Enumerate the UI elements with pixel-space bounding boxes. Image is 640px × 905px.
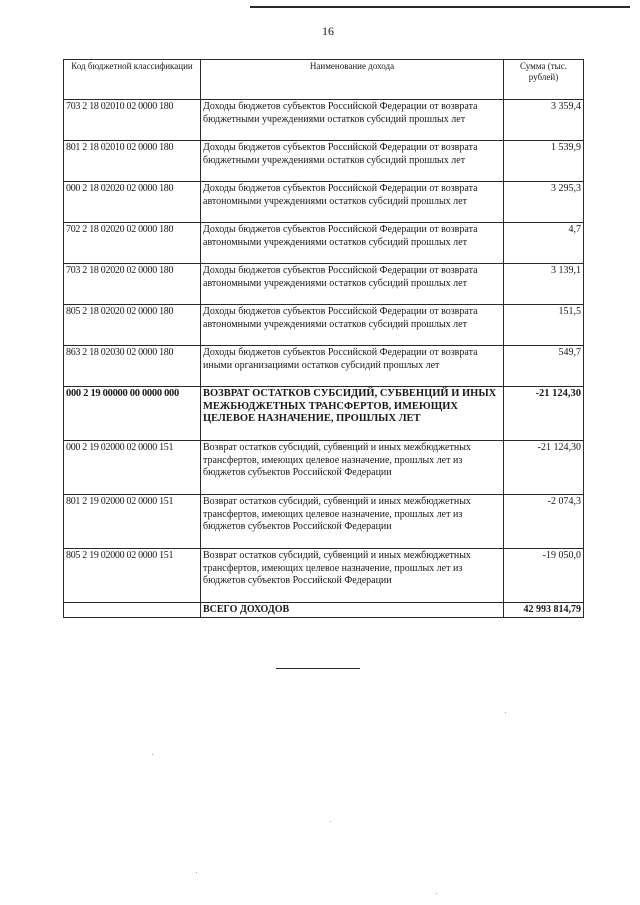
row-sum: 3 295,3 [504, 182, 584, 223]
row-sum: -2 074,3 [504, 495, 584, 549]
row-sum: 3 359,4 [504, 100, 584, 141]
row-name: Доходы бюджетов субъектов Российской Федерации от возврата бюджетными учреждениями остатков субсидий прошлых лет [201, 100, 504, 141]
row-sum: 3 139,1 [504, 264, 584, 305]
row-code: 000 2 18 02020 02 0000 180 [64, 182, 201, 223]
table-row [64, 141, 584, 182]
row-sum: 151,5 [504, 305, 584, 346]
table-row [64, 100, 584, 141]
row-sum: -21 124,30 [504, 441, 584, 495]
row-code: 805 2 19 02000 02 0000 151 [64, 549, 201, 603]
scan-speck [436, 893, 437, 894]
row-name: Доходы бюджетов субъектов Российской Федерации от возврата автономными учреждениями остатков субсидий прошлых лет [201, 182, 504, 223]
header-sum: Сумма (тыс. рублей) [504, 60, 584, 100]
row-name: ВОЗВРАТ ОСТАТКОВ СУБСИДИЙ, СУБВЕНЦИЙ И ИНЫХ МЕЖБЮДЖЕТНЫХ ТРАНСФЕРТОВ, ИМЕЮЩИХ ЦЕЛЕВОЕ НАЗНАЧЕНИЕ, ПРОШЛЫХ ЛЕТ [201, 387, 504, 441]
table-row [64, 495, 584, 549]
row-code: 703 2 18 02010 02 0000 180 [64, 100, 201, 141]
scan-speck [152, 754, 153, 755]
table-header-row [64, 60, 584, 100]
row-name: Доходы бюджетов субъектов Российской Федерации от возврата автономными учреждениями остатков субсидий прошлых лет [201, 305, 504, 346]
scan-speck [196, 872, 197, 873]
row-sum: 549,7 [504, 346, 584, 387]
scan-speck [330, 821, 331, 822]
row-code: 000 2 19 00000 00 0000 000 [64, 387, 201, 441]
header-name: Наименование дохода [201, 60, 504, 100]
row-code: 801 2 19 02000 02 0000 151 [64, 495, 201, 549]
row-code: 805 2 18 02020 02 0000 180 [64, 305, 201, 346]
total-code [64, 603, 201, 618]
table-row [64, 305, 584, 346]
table-row [64, 549, 584, 603]
footer-rule [276, 668, 360, 669]
table-row-section [64, 387, 584, 441]
total-label: ВСЕГО ДОХОДОВ [201, 603, 504, 618]
row-code: 863 2 18 02030 02 0000 180 [64, 346, 201, 387]
row-code: 000 2 19 02000 02 0000 151 [64, 441, 201, 495]
table-row [64, 441, 584, 495]
table-row [64, 182, 584, 223]
row-code: 702 2 18 02020 02 0000 180 [64, 223, 201, 264]
table-row [64, 264, 584, 305]
row-code: 703 2 18 02020 02 0000 180 [64, 264, 201, 305]
row-name: Доходы бюджетов субъектов Российской Федерации от возврата бюджетными учреждениями остатков субсидий прошлых лет [201, 141, 504, 182]
row-sum: -19 050,0 [504, 549, 584, 603]
row-sum: 1 539,9 [504, 141, 584, 182]
row-name: Доходы бюджетов субъектов Российской Федерации от возврата автономными учреждениями остатков субсидий прошлых лет [201, 223, 504, 264]
table-total-row [64, 603, 584, 618]
scan-speck [505, 712, 506, 713]
total-sum: 42 993 814,79 [504, 603, 584, 618]
row-name: Доходы бюджетов субъектов Российской Федерации от возврата иными организациями остатков субсидий прошлых лет [201, 346, 504, 387]
row-name: Возврат остатков субсидий, субвенций и иных межбюджетных трансфертов, имеющих целевое назначение, прошлых лет из бюджетов субъектов Российской Федерации [201, 549, 504, 603]
row-name: Возврат остатков субсидий, субвенций и иных межбюджетных трансфертов, имеющих целевое назначение, прошлых лет из бюджетов субъектов Российской Федерации [201, 441, 504, 495]
table-row [64, 223, 584, 264]
scan-edge-line [250, 6, 630, 8]
row-name: Доходы бюджетов субъектов Российской Федерации от возврата автономными учреждениями остатков субсидий прошлых лет [201, 264, 504, 305]
row-sum: 4,7 [504, 223, 584, 264]
table-row [64, 346, 584, 387]
row-sum: -21 124,30 [504, 387, 584, 441]
page-number: 16 [322, 24, 334, 38]
header-code: Код бюджетной классификации [64, 60, 201, 100]
revenue-table [63, 59, 584, 618]
row-name: Возврат остатков субсидий, субвенций и иных межбюджетных трансфертов, имеющих целевое назначение, прошлых лет из бюджетов субъектов Российской Федерации [201, 495, 504, 549]
row-code: 801 2 18 02010 02 0000 180 [64, 141, 201, 182]
